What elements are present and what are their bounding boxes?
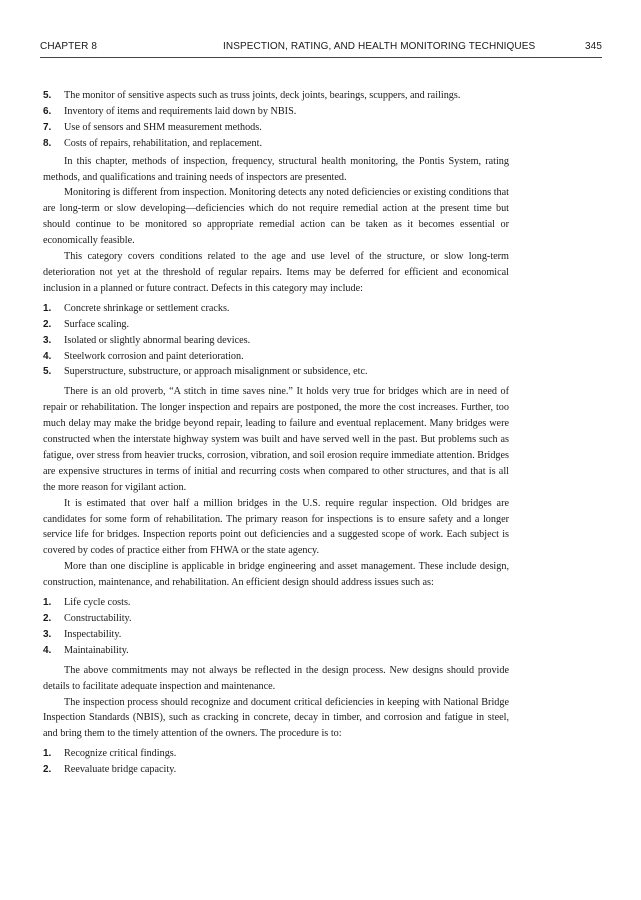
- list-defects: [43, 301, 509, 381]
- chapter-label: CHAPTER 8: [40, 41, 98, 52]
- list-item: [43, 611, 509, 627]
- header-rule: [40, 57, 602, 58]
- list-item-number: 2.: [43, 613, 52, 624]
- list-item-text: Isolated or slightly abnormal bearing devices.: [64, 334, 251, 346]
- list-item-text: Constructability.: [64, 613, 132, 624]
- list-item: [43, 88, 509, 104]
- list-item-number: 1.: [43, 748, 52, 760]
- list-item-text: Inspectability.: [64, 628, 122, 640]
- paragraph-monitoring: Monitoring is different from inspection. Monitoring detects any noted deficiencies or existing conditions that are long-term or slow developing—deficiencies which do not require remedial action at the present time but should continue to be monitored so appropriate remedial action can be taken as it becomes essential or economically feasible.: [43, 187, 509, 247]
- paragraph-disciplines: More than one discipline is applicable in bridge engineering and asset management. These include design, construction, maintenance, and rehabilitation. An efficient design should address issues such as:: [43, 561, 509, 589]
- list-procedure: [43, 746, 509, 778]
- list-item: [43, 627, 509, 643]
- list-item-text: Reevaluate bridge capacity.: [64, 764, 177, 776]
- list-item-number: 5.: [43, 90, 52, 101]
- page-number: 345: [585, 41, 602, 52]
- paragraph-estimate: It is estimated that over half a million bridges in the U.S. require regular inspection. Old bridges are candidates for some form of rehabilitation. The primary reason for inspections is to ensure safety and a longer service life for bridges. Inspection reports point out deficiencies and a suggested scope of work. Each subject is covered by codes of practice either from FHWA or the state agency.: [43, 497, 509, 557]
- paragraph-proverb: There is an old proverb, “A stitch in time saves nine.” It holds very true for bridges which are in need of repair or rehabilitation. The longer inspection and repairs are postponed, the more the cost increases. Further, too much delay may make the bridge beyond repair, leading to failure and eventual replacement. Many bridges were constructed when the interstate highway system was built and have served well in the past. But problems such as fatigue, over stress from heavier trucks, corrosion, vibration, and soil erosion require immediate attention. Bridges are expensive structures in terms of initial and recurring costs when compared to other structures, and that is all the more reason for vigilant action.: [43, 386, 509, 493]
- list-item: [43, 104, 509, 120]
- list-item-number: 3.: [43, 628, 52, 640]
- paragraph-chapter-overview: In this chapter, methods of inspection, frequency, structural health monitoring, the Pontis System, rating methods, and qualifications and training needs of inspectors are presented.: [43, 155, 509, 183]
- list-item-text: Surface scaling.: [64, 318, 130, 330]
- list-item-text: The monitor of sensitive aspects such as truss joints, deck joints, bearings, scuppers, and railings.: [64, 90, 461, 101]
- running-header: [40, 41, 602, 57]
- list-item-text: Maintainability.: [64, 644, 129, 656]
- list-item-text: Inventory of items and requirements laid down by NBIS.: [64, 105, 297, 117]
- list-item-text: Life cycle costs.: [64, 597, 131, 609]
- list-item-number: 4.: [43, 644, 52, 656]
- list-item: [43, 364, 509, 380]
- list-item-number: 2.: [43, 764, 52, 776]
- list-scope-continued: [43, 88, 509, 152]
- body-text: [43, 88, 509, 778]
- list-item-text: Use of sensors and SHM measurement methods.: [64, 121, 262, 133]
- list-item-text: Costs of repairs, rehabilitation, and replacement.: [64, 137, 263, 149]
- list-item: [43, 762, 509, 778]
- list-item: [43, 595, 509, 611]
- list-item: [43, 643, 509, 659]
- list-item-number: 1.: [43, 597, 52, 609]
- paragraph-category: This category covers conditions related to the age and use level of the structure, or slow long-term deterioration not yet at the threshold of regular repairs. Items may be deferred for efficient and economical inclusion in a planned or future contract. Defects in this category may include:: [43, 251, 509, 294]
- list-item-number: 3.: [43, 334, 52, 346]
- list-item: [43, 317, 509, 333]
- list-item-number: 2.: [43, 318, 52, 330]
- list-item-text: Recognize critical findings.: [64, 748, 177, 760]
- list-item-number: 5.: [43, 366, 52, 378]
- list-design-issues: [43, 595, 509, 659]
- list-item-number: 1.: [43, 302, 52, 314]
- list-item-number: 4.: [43, 350, 52, 362]
- list-item-text: Concrete shrinkage or settlement cracks.: [64, 302, 230, 314]
- list-item-text: Steelwork corrosion and paint deterioration.: [64, 350, 244, 362]
- list-item: [43, 333, 509, 349]
- list-item: [43, 746, 509, 762]
- list-item: [43, 136, 509, 152]
- list-item-number: 7.: [43, 121, 52, 133]
- list-item-number: 8.: [43, 137, 52, 149]
- list-item: [43, 349, 509, 365]
- list-item: [43, 301, 509, 317]
- list-item: [43, 120, 509, 136]
- paragraph-inspection-process: The inspection process should recognize and document critical deficiencies in keeping with National Bridge Inspection Standards (NBIS), such as cracking in concrete, decay in timber, and corrosion and fatigue in steel, and bring them to the timely attention of the owners. The procedure is to:: [43, 696, 509, 740]
- list-item-number: 6.: [43, 105, 52, 117]
- paragraph-commitments: The above commitments may not always be reflected in the design process. New designs should provide details to facilitate adequate inspection and maintenance.: [43, 664, 509, 692]
- chapter-title: INSPECTION, RATING, AND HEALTH MONITORING TECHNIQUES: [223, 41, 536, 52]
- list-item-text: Superstructure, substructure, or approach misalignment or subsidence, etc.: [64, 366, 368, 378]
